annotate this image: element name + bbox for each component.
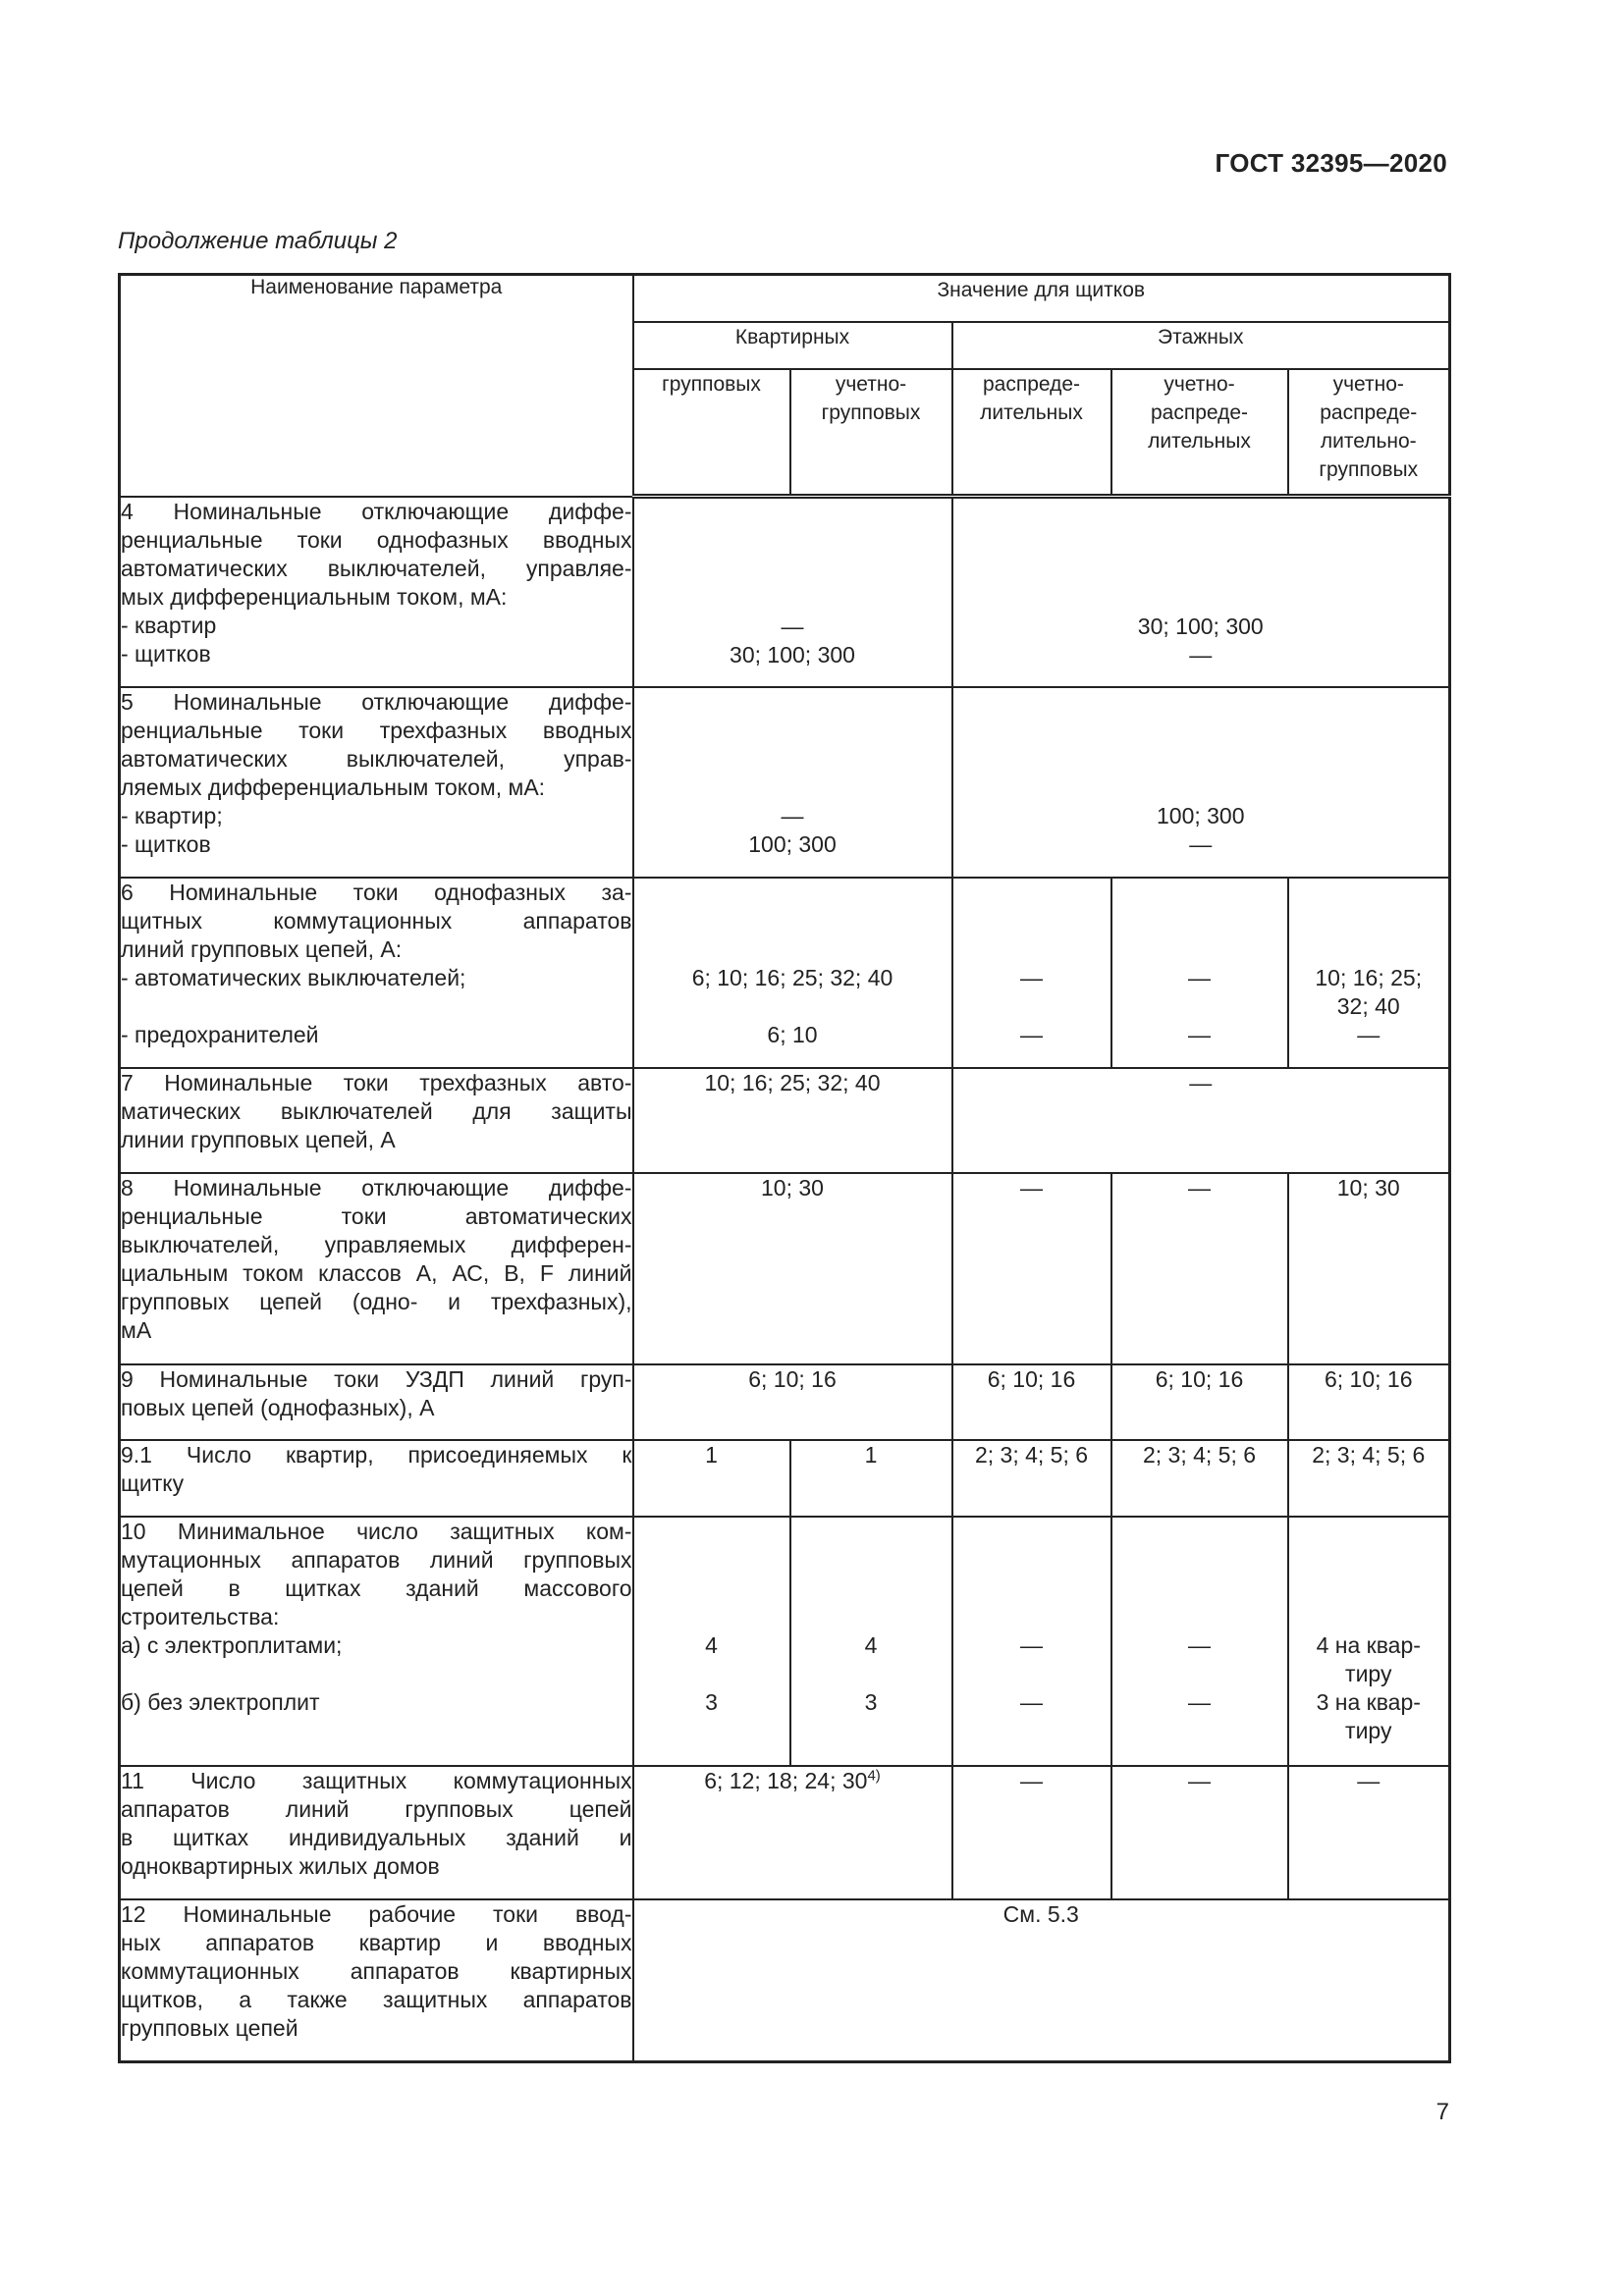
value-cell-group: 4 3: [633, 1517, 790, 1766]
footnote-ref: 4): [867, 1766, 881, 1784]
value-cell-apartment: 6; 12; 18; 24; 30$^{4)}$: [633, 1766, 952, 1899]
value-cell-floor: 100; 300 —: [952, 687, 1450, 878]
table-row: [120, 1766, 1450, 1899]
value-cell-metering-distribution: 2; 3; 4; 5; 6: [1111, 1440, 1288, 1517]
parameter-cell: 7 Номинальные токи трехфазных авто- матических выключателей для защиты линии групповых цепей, А: [120, 1068, 633, 1173]
value-cell-metering-distribution-group: —: [1288, 1766, 1450, 1899]
column-header-distribution: распреде- лительных: [952, 369, 1111, 497]
value-cell-metering-distribution: —: [1111, 1766, 1288, 1899]
page-number: 7: [1435, 2099, 1449, 2125]
column-header-metering-distribution: учетно- распреде- лительных: [1111, 369, 1288, 497]
value-cell-metering-distribution-group: 6; 10; 16: [1288, 1364, 1450, 1440]
value-cell-metering-distribution-group: 4 на квар- тиру 3 на квар- тиру: [1288, 1517, 1450, 1766]
table-row: [120, 1068, 1450, 1173]
document-code: ГОСТ 32395—2020: [1215, 148, 1447, 178]
table-caption: Продолжение таблицы 2: [118, 228, 398, 254]
value-cell-group: 1: [633, 1440, 790, 1517]
column-group-floor: Этажных: [952, 322, 1450, 369]
parameter-cell: 12 Номинальные рабочие токи ввод- ных аппаратов квартир и вводных коммутационных аппаратов квартирных щитков, а также защитных аппаратов групповых цепей: [120, 1899, 633, 2062]
column-header-metering-distribution-group: учетно- распреде- лительно- групповых: [1288, 369, 1450, 497]
value-cell-metering-distribution: — —: [1111, 878, 1288, 1068]
parameter-cell: 9.1 Число квартир, присоединяемых к щитку: [120, 1440, 633, 1517]
value-cell-metering-distribution-group: 10; 30: [1288, 1173, 1450, 1364]
value-cell-apartment: 6; 10; 16: [633, 1364, 952, 1440]
value-cell-metering-group: 1: [790, 1440, 952, 1517]
value-cell-apartment: — 30; 100; 300: [633, 497, 952, 687]
parameter-cell: 10 Минимальное число защитных ком- мутационных аппаратов линий групповых цепей в щитках зданий массового строительства: а) с электроплитами; б) без электроплит: [120, 1517, 633, 1766]
value-cell-metering-distribution: 6; 10; 16: [1111, 1364, 1288, 1440]
value-cell-apartment: 10; 16; 25; 32; 40: [633, 1068, 952, 1173]
parameter-cell: 9 Номинальные токи УЗДП линий груп- повых цепей (однофазных), А: [120, 1364, 633, 1440]
value-cell-metering-group: 4 3: [790, 1517, 952, 1766]
value-cell-floor: 30; 100; 300 —: [952, 497, 1450, 687]
value-cell-all: См. 5.3: [633, 1899, 1450, 2062]
column-header-parameter: Наименование параметра: [120, 275, 633, 497]
table-row: [120, 1899, 1450, 2062]
value-cell-distribution: 6; 10; 16: [952, 1364, 1111, 1440]
value-cell-distribution: — —: [952, 1517, 1111, 1766]
parameter-cell: 11 Число защитных коммутационных аппаратов линий групповых цепей в щитках индивидуальных зданий и одноквартирных жилых домов: [120, 1766, 633, 1899]
parameter-cell: 8 Номинальные отключающие диффе- ренциальные токи автоматических выключателей, управляемых дифферен- циальным током классов А, АС, В, F линий групповых цепей (одно- и трехфазных), мА: [120, 1173, 633, 1364]
parameter-cell: 5 Номинальные отключающие диффе- ренциальные токи трехфазных вводных автоматических выключателей, управ- ляемых дифференциальным током, мА: - квартир; - щитков: [120, 687, 633, 878]
table-row: [120, 1517, 1450, 1766]
column-group-apartment: Квартирных: [633, 322, 952, 369]
value-cell-metering-distribution: —: [1111, 1173, 1288, 1364]
value-cell-metering-distribution-group: 10; 16; 25; 32; 40 —: [1288, 878, 1450, 1068]
value-cell-apartment: 10; 30: [633, 1173, 952, 1364]
value-cell-distribution: 2; 3; 4; 5; 6: [952, 1440, 1111, 1517]
value-cell-distribution: — —: [952, 878, 1111, 1068]
value-cell-metering-distribution: — —: [1111, 1517, 1288, 1766]
column-header-values: Значение для щитков: [633, 275, 1450, 322]
table-row: [120, 497, 1450, 687]
value-cell-metering-distribution-group: 2; 3; 4; 5; 6: [1288, 1440, 1450, 1517]
column-header-group: групповых: [633, 369, 790, 497]
value-cell-apartment: 6; 10; 16; 25; 32; 40 6; 10: [633, 878, 952, 1068]
parameter-cell: 6 Номинальные токи однофазных за- щитных коммутационных аппаратов линий групповых цепей, А: - автоматических выключателей; - предохранителей: [120, 878, 633, 1068]
table-row: [120, 1364, 1450, 1440]
value-cell-distribution: —: [952, 1173, 1111, 1364]
value-cell-distribution: —: [952, 1766, 1111, 1899]
table-row: [120, 878, 1450, 1068]
column-header-metering-group: учетно- групповых: [790, 369, 952, 497]
value-cell-apartment: — 100; 300: [633, 687, 952, 878]
table-row: [120, 687, 1450, 878]
table-row: [120, 1440, 1450, 1517]
parameter-cell: 4 Номинальные отключающие диффе- ренциальные токи однофазных вводных автоматических выключателей, управляе- мых дифференциальным током, мА: - квартир - щитков: [120, 497, 633, 687]
parameters-table: [118, 273, 1451, 2063]
table-row: [120, 1173, 1450, 1364]
value-cell-floor: —: [952, 1068, 1450, 1173]
